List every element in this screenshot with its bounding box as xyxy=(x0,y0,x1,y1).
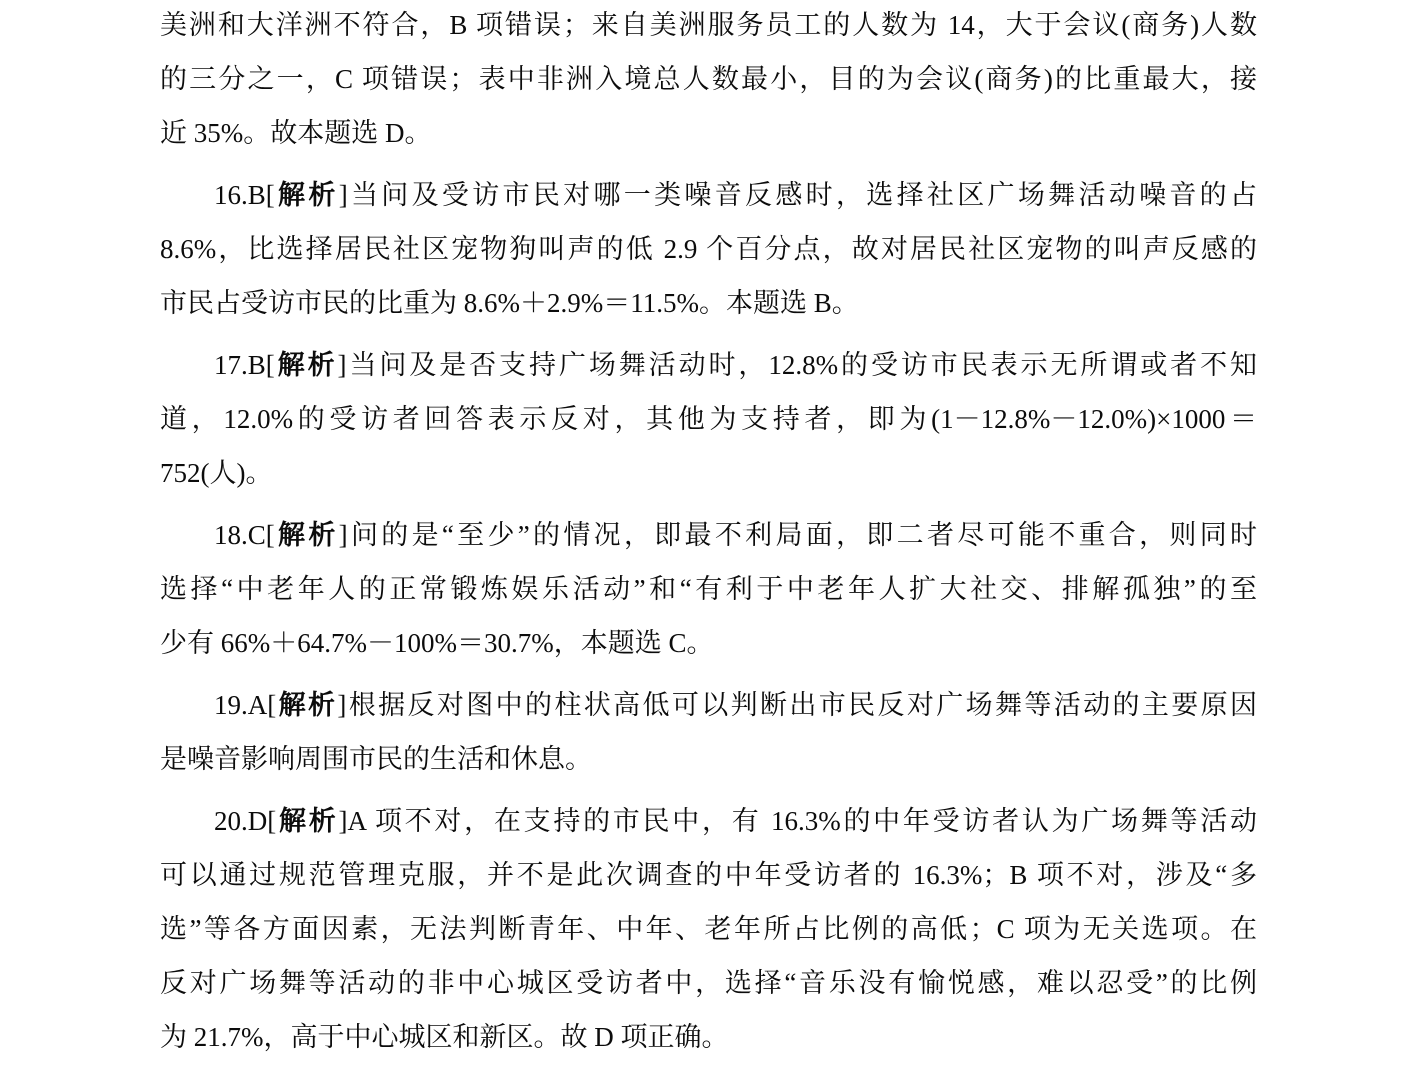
answer-20 xyxy=(160,794,1257,1064)
text-line xyxy=(160,562,1257,616)
answer-16 xyxy=(160,168,1257,330)
answer-17 xyxy=(160,338,1257,500)
text-line xyxy=(160,338,1257,392)
text-segment: 近 35%。故本题选 D。 xyxy=(160,118,432,148)
text-line xyxy=(160,276,1257,330)
text-segment: 是噪音影响周围市民的生活和休息。 xyxy=(160,744,592,774)
text-line xyxy=(160,168,1257,222)
text-line xyxy=(160,1010,1257,1064)
text-segment: 选”等各方面因素，无法判断青年、中年、老年所占比例的高低；C 项为无关选项。在 xyxy=(160,914,1257,944)
text-segment: 市民占受访市民的比重为 8.6%＋2.9%＝11.5%。本题选 B。 xyxy=(160,288,859,318)
text-line xyxy=(160,956,1257,1010)
text-line xyxy=(160,508,1257,562)
text-line xyxy=(160,446,1257,500)
text-segment: 18.C[ xyxy=(214,520,275,550)
text-segment: ]根据反对图中的柱状高低可以判断出市民反对广场舞等活动的主要原因 xyxy=(337,690,1257,720)
text-segment: 752(人)。 xyxy=(160,458,273,488)
text-segment: 8.6%，比选择居民社区宠物狗叫声的低 2.9 个百分点，故对居民社区宠物的叫声反感的 xyxy=(160,234,1257,264)
analysis-tag: 解析 xyxy=(276,690,338,720)
text-line xyxy=(160,616,1257,670)
text-segment: 美洲和大洋洲不符合，B 项错误；来自美洲服务员工的人数为 14，大于会议(商务)人数 xyxy=(160,10,1257,40)
text-segment: 少有 66%＋64.7%－100%＝30.7%，本题选 C。 xyxy=(160,628,714,658)
text-segment: 道，12.0%的受访者回答表示反对，其他为支持者，即为(1－12.8%－12.0%)×1000＝ xyxy=(160,404,1257,434)
text-segment: ]A 项不对，在支持的市民中，有 16.3%的中年受访者认为广场舞等活动 xyxy=(338,806,1257,836)
text-line xyxy=(160,222,1257,276)
text-segment: 的三分之一，C 项错误；表中非洲入境总人数最小，目的为会议(商务)的比重最大，接 xyxy=(160,64,1257,94)
text-line xyxy=(160,902,1257,956)
analysis-tag: 解析 xyxy=(274,520,339,550)
analysis-tag: 解析 xyxy=(276,806,339,836)
answer-18 xyxy=(160,508,1257,670)
text-segment: 选择“中老年人的正常锻炼娱乐活动”和“有利于中老年人扩大社交、排解孤独”的至 xyxy=(160,574,1257,604)
text-segment: 可以通过规范管理克服，并不是此次调查的中年受访者的 16.3%；B 项不对，涉及“多 xyxy=(160,860,1257,890)
answer-19 xyxy=(160,678,1257,786)
text-line xyxy=(160,678,1257,732)
analysis-tag: 解析 xyxy=(274,180,339,210)
text-segment: 20.D[ xyxy=(214,806,277,836)
text-line xyxy=(160,392,1257,446)
text-segment: 为 21.7%，高于中心城区和新区。故 D 项正确。 xyxy=(160,1022,729,1052)
text-segment: ]问的是“至少”的情况，即最不利局面，即二者尽可能不重合，则同时 xyxy=(338,520,1258,550)
text-line xyxy=(160,52,1257,106)
text-segment: 反对广场舞等活动的非中心城区受访者中，选择“音乐没有愉悦感，难以忍受”的比例 xyxy=(160,968,1257,998)
text-line xyxy=(160,106,1257,160)
text-segment: ]当问及是否支持广场舞活动时，12.8%的受访市民表示无所谓或者不知 xyxy=(337,350,1258,380)
text-line xyxy=(160,848,1257,902)
text-line xyxy=(160,0,1257,52)
text-line xyxy=(160,732,1257,786)
text-segment: 17.B[ xyxy=(214,350,275,380)
answer-explanations-text xyxy=(160,0,1257,1072)
text-line xyxy=(160,794,1257,848)
text-segment: 19.A[ xyxy=(214,690,277,720)
text-segment: 16.B[ xyxy=(214,180,275,210)
answer-15-continuation xyxy=(160,0,1257,160)
text-segment: ]当问及受访市民对哪一类噪音反感时，选择社区广场舞活动噪音的占 xyxy=(338,180,1257,210)
analysis-tag: 解析 xyxy=(274,350,338,380)
